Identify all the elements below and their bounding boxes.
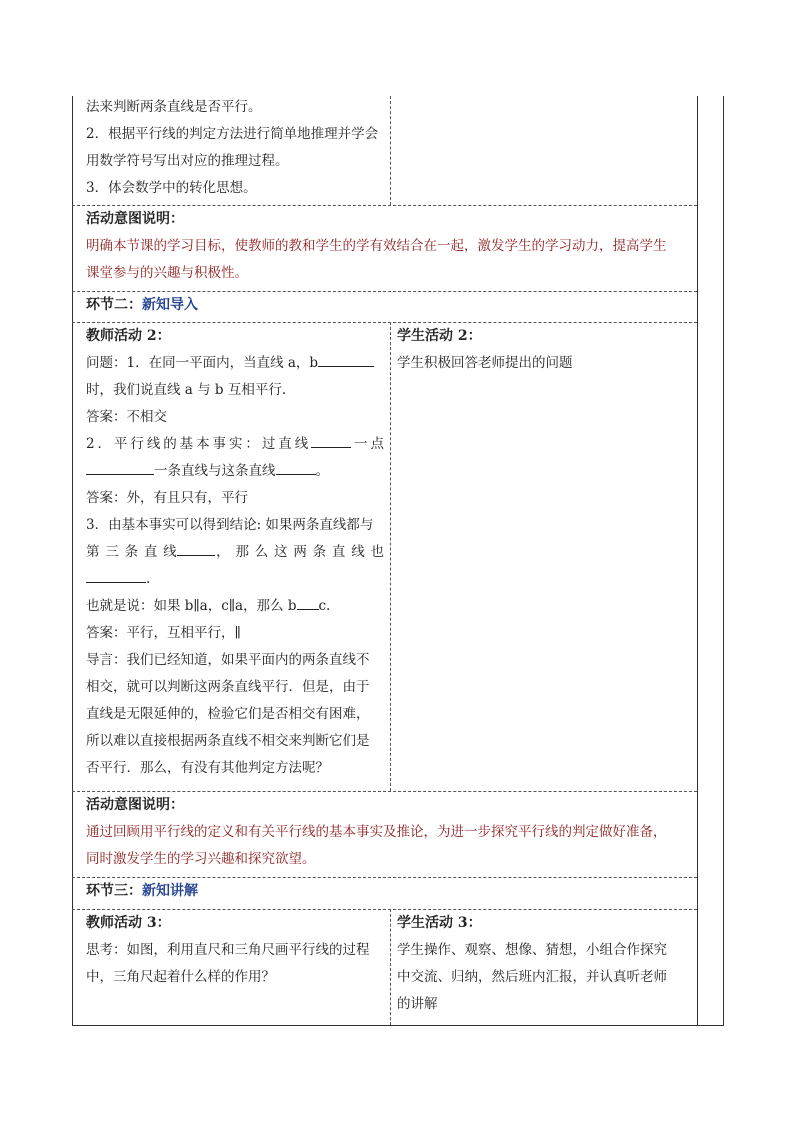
fill-blank <box>297 595 319 610</box>
teacher-text-line: 思考：如图，利用直尺和三角尺画平行线的过程 <box>86 942 370 958</box>
intent-text-line: 通过回顾用平行线的定义和有关平行线的基本事实及推论，为进一步探究平行线的判定做好准备， <box>86 824 667 840</box>
column-divider-2 <box>390 322 391 791</box>
fill-blank <box>177 541 215 556</box>
teacher-activity-3 <box>86 910 384 991</box>
question-2 <box>86 431 384 458</box>
question-2-cont <box>86 458 384 485</box>
section-header-3 <box>86 878 690 905</box>
fill-blank <box>318 352 374 367</box>
teacher-text-line: 中，三角尺起着什么样的作用？ <box>86 969 275 985</box>
goals-continued <box>86 94 384 202</box>
teacher-title: 教师活动 2： <box>86 328 171 344</box>
question-text: 一条直线与这条直线 <box>154 463 276 479</box>
goal-line: 法来判断两条直线是否平行。 <box>86 99 262 115</box>
question-3-cont <box>86 539 384 566</box>
question-1 <box>86 350 384 377</box>
intent-text-line: 明确本节课的学习目标，使教师的教和学生的学有效结合在一起，激发学生的学习动力，提高学生 <box>86 238 667 254</box>
intent-section-1 <box>86 206 690 287</box>
question-text: . <box>146 571 151 587</box>
fill-blank <box>311 433 351 448</box>
question-text: 也就是说：如果 b∥a，c∥a，那么 b <box>86 598 297 614</box>
column-divider-1 <box>390 96 391 205</box>
section-label: 环节二： <box>86 297 142 313</box>
table-right-inner-line <box>697 96 698 1025</box>
intro-line: 所以难以直接根据两条直线不相交来判断它们是 <box>86 733 370 749</box>
teacher-activity-2 <box>86 323 384 782</box>
intro-line: 导言：我们已经知道，如果平面内的两条直线不 <box>86 652 370 668</box>
column-divider-3 <box>390 909 391 1025</box>
student-activity-3 <box>397 910 689 1018</box>
question-text: 时，我们说直线 a 与 b 互相平行. <box>86 382 287 398</box>
intro-line: 相交，就可以判断这两条直线平行．但是，由于 <box>86 679 370 695</box>
question-text: 第 三 条 直 线 <box>86 544 178 560</box>
intro-line: 否平行．那么，有没有其他判定方法呢？ <box>86 760 329 776</box>
answer-line: 答案：不相交 <box>86 409 167 425</box>
question-text: c. <box>318 598 331 614</box>
fill-blank <box>86 568 146 583</box>
section-name: 新知讲解 <box>142 883 198 899</box>
student-activity-2 <box>397 323 689 377</box>
fill-blank <box>86 460 154 475</box>
question-4 <box>86 593 384 620</box>
question-text: 一点 <box>351 436 385 452</box>
answer-line: 答案：外，有且只有，平行 <box>86 490 248 506</box>
intro-line: 直线是无限延伸的，检验它们是否相交有困难， <box>86 706 370 722</box>
student-title: 学生活动 3： <box>397 915 482 931</box>
question-3-end <box>86 566 384 593</box>
intent-text-line: 课堂参与的兴趣与积极性。 <box>86 265 248 281</box>
section-header-2 <box>86 292 690 319</box>
question-text: 。 <box>315 463 329 479</box>
intent-section-2 <box>86 792 690 873</box>
student-text-line: 学生操作、观察、想像、猜想，小组合作探究 <box>397 942 667 958</box>
student-title: 学生活动 2： <box>397 328 482 344</box>
section-label: 环节三： <box>86 883 142 899</box>
student-text: 学生积极回答老师提出的问题 <box>397 355 573 371</box>
goal-line: 3．体会数学中的转化思想。 <box>86 180 257 196</box>
question-text: ， 那 么 这 两 条 直 线 也 <box>215 544 384 560</box>
goal-line: 2．根据平行线的判定方法进行简单地推理并学会 <box>86 126 379 142</box>
question-text: 问题：1．在同一平面内，当直线 a，b <box>86 355 319 371</box>
intent-title: 活动意图说明： <box>86 211 184 227</box>
teacher-title: 教师活动 3： <box>86 915 171 931</box>
question-3: 3．由基本事实可以得到结论: 如果两条直线都与 <box>86 517 374 533</box>
intent-title: 活动意图说明： <box>86 797 184 813</box>
intent-text-line: 同时激发学生的学习兴趣和探究欲望。 <box>86 851 316 867</box>
answer-line: 答案：平行，互相平行，∥ <box>86 625 241 641</box>
goal-line: 用数学符号写出对应的推理过程。 <box>86 153 289 169</box>
student-text-line: 中交流、归纳，然后班内汇报，并认真听老师 <box>397 969 667 985</box>
section-name: 新知导入 <box>142 297 198 313</box>
student-text-line: 的讲解 <box>397 996 438 1012</box>
question-text: 2．平行线的基本事实：过直线 <box>86 436 312 452</box>
fill-blank <box>276 460 316 475</box>
